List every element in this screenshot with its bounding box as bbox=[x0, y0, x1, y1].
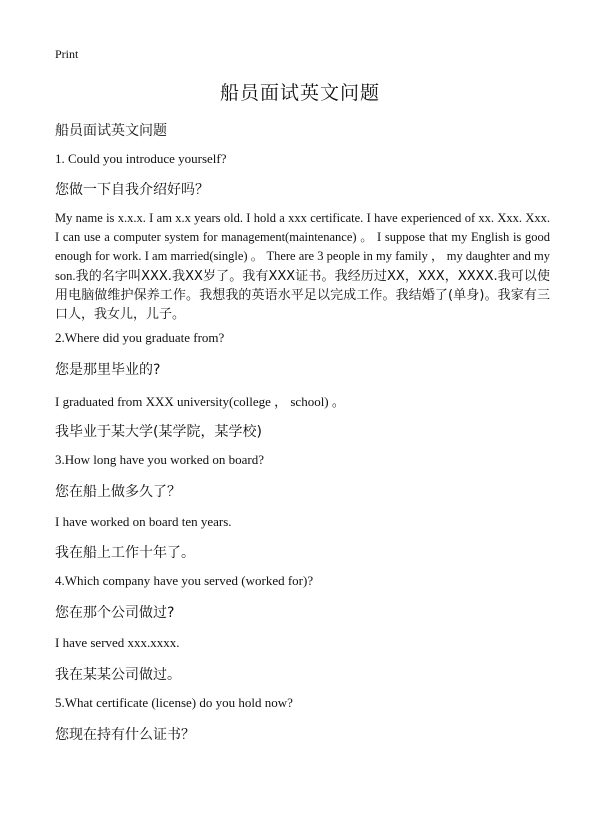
answer-1-zh: 我的名字叫XXX.我XX岁了。我有XXX证书。我经历过XX，XXX，XXXX.我可以使用电脑做维护保养工作。我想我的英语水平足以完成工作。我结婚了(单身)。我家有三口人，我女儿，儿子。 bbox=[55, 268, 550, 323]
answer-1 bbox=[55, 209, 550, 324]
question-4: 4.Which company have you served (worked for)? bbox=[55, 573, 314, 588]
question-4-zh: 您在那个公司做过? bbox=[55, 605, 175, 621]
answer-2-en: I graduated from XXX university(college ， school) 。 bbox=[55, 394, 345, 409]
print-label: Print bbox=[55, 47, 79, 61]
question-2: 2.Where did you graduate from? bbox=[55, 330, 225, 345]
question-5: 5.What certificate (license) do you hold now? bbox=[55, 695, 293, 710]
answer-4-en: I have served xxx.xxxx. bbox=[55, 635, 180, 650]
answer-3-en: I have worked on board ten years. bbox=[55, 514, 232, 529]
question-3-zh: 您在船上做多久了？ bbox=[55, 484, 181, 500]
section-subtitle: 船员面试英文问题 bbox=[55, 123, 167, 139]
page-title: 船员面试英文问题 bbox=[219, 82, 380, 104]
question-1: 1. Could you introduce yourself? bbox=[55, 151, 227, 166]
answer-2-zh: 我毕业于某大学(某学院，某学校) bbox=[55, 424, 262, 440]
answer-1-en: My name is x.x.x. I am x.x years old. I hold a xxx certificate. I have experienced of xx. Xxx. Xxx. I can use a computer system for management(maintenance) 。 I suppose that my English is good enough for work. I am married(single) 。 There are 3 people in my family ， my daughter and my son. bbox=[55, 211, 550, 283]
answer-3-zh: 我在船上工作十年了。 bbox=[55, 545, 195, 561]
question-3: 3.How long have you worked on board? bbox=[55, 452, 265, 467]
question-2-zh: 您是那里毕业的? bbox=[55, 362, 161, 378]
question-5-zh: 您现在持有什么证书？ bbox=[55, 727, 195, 743]
question-1-zh: 您做一下自我介绍好吗？ bbox=[55, 182, 209, 198]
answer-4-zh: 我在某某公司做过。 bbox=[55, 667, 181, 683]
